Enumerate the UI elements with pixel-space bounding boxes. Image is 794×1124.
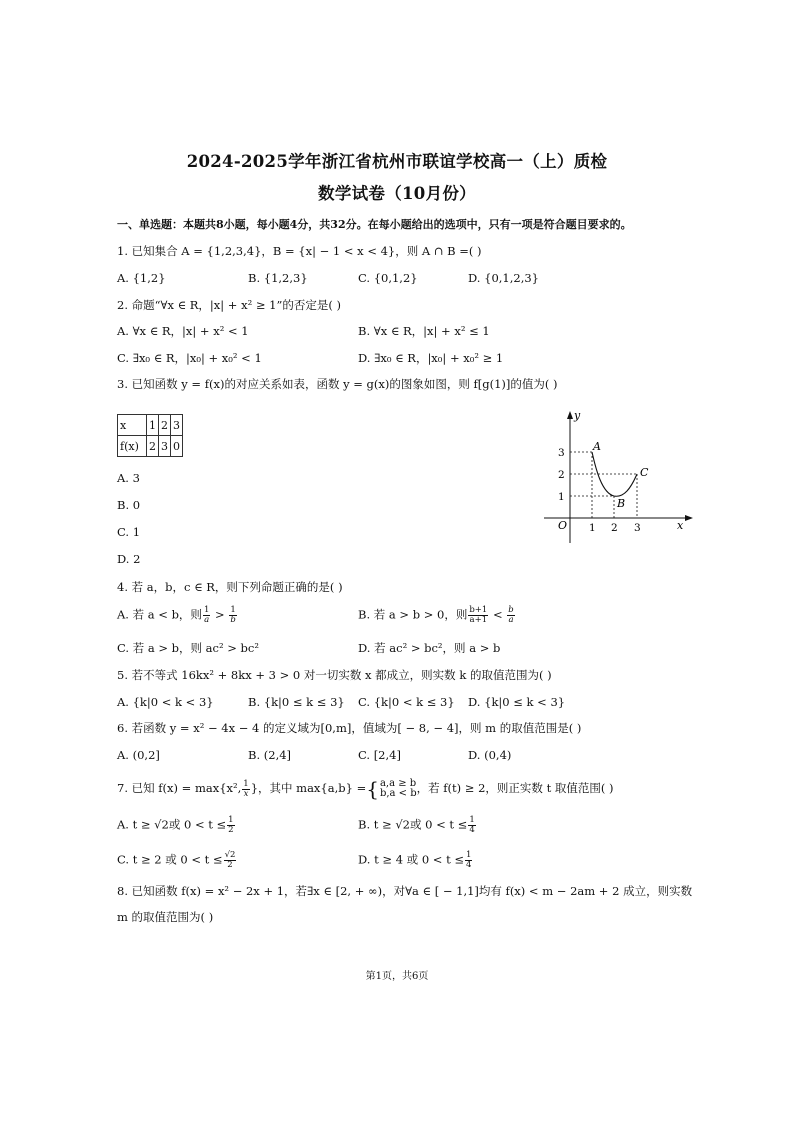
x-tick-label: 1 [589,522,596,534]
table-cell: 2 [147,436,159,457]
point-c-label: C [640,466,649,479]
fraction-denominator: x [243,788,249,799]
fraction [507,606,514,625]
table-cell: x [118,415,147,436]
x-axis-label: x [677,519,684,532]
q3-option-d: D. 2 [117,552,141,566]
origin-label: O [558,519,568,532]
fraction [227,816,234,835]
fraction-denominator: a [204,615,210,625]
y-axis-arrow-icon [567,411,573,419]
piecewise-cases [380,779,417,799]
piecewise-case: b,a < b [379,788,417,799]
q2-option-d: D. ∃x₀ ∈ R，|x₀| + x₀² ≥ 1 [358,351,504,365]
y-tick-label: 2 [558,469,565,481]
fraction [468,606,488,625]
q4-option-b-text: B. 若 a > b > 0，则 [358,607,468,622]
q1-stem: 1. 已知集合 A = {1,2,3,4}，B = {x| − 1 < x < 4}，则 A ∩ B =( ) [117,244,482,258]
q3-option-a: A. 3 [117,471,140,485]
q4-stem: 4. 若 a，b，c ∈ R，则下列命题正确的是( ) [117,580,343,594]
q4-option-b [358,606,516,625]
table-row [118,415,183,436]
q4-option-d: D. 若 ac² > bc²，则 a > b [358,641,501,655]
fraction-numerator: 1 [228,815,234,825]
page-footer: 第1页，共6页 [365,971,429,982]
exam-title-line1: 2024-2025学年浙江省杭州市联谊学校高一（上）质检 [186,152,608,171]
q5-option-d: D. {k|0 ≤ k < 3} [468,695,566,709]
table-cell: 3 [171,415,183,436]
q8-stem-line2: m 的取值范围为( ) [117,910,214,924]
q7-option-c [117,851,237,870]
x-axis-arrow-icon [685,515,693,521]
y-axis-label: y [574,409,581,422]
fraction-denominator: b [230,615,236,625]
table-cell: 1 [147,415,159,436]
fraction-numerator: 1 [469,815,475,825]
fraction-denominator: 4 [469,825,475,835]
q7-stem [117,777,613,799]
table-cell: 2 [159,415,171,436]
guide-lines [570,452,637,518]
exam-title-line2: 数学试卷（10月份） [318,184,476,203]
q2-option-b: B. ∀x ∈ R，|x| + x² ≤ 1 [358,324,490,338]
q7-option-a [117,816,236,835]
q7-option-b [358,816,477,835]
q4-option-a-relation: > [211,607,229,622]
fraction [229,606,236,625]
fraction [242,780,249,799]
table-cell: 0 [171,436,183,457]
fraction-numerator: 1 [243,778,249,789]
q7-stem-text: }，其中 max{a,b} = [250,781,367,795]
fraction [224,851,237,870]
q7-option-b-text: B. t ≥ √2或 0 < t ≤ [358,817,468,832]
fraction-numerator: 1 [203,605,210,615]
q4-option-a [117,606,238,625]
q1-option-d: D. {0,1,2,3} [468,271,539,285]
left-brace-icon: { [366,777,379,801]
fraction-denominator: 4 [466,860,472,870]
q3-function-table [117,414,183,457]
q1-option-b: B. {1,2,3} [248,271,308,285]
table-cell: f(x) [118,436,147,457]
q3-option-b: B. 0 [117,498,141,512]
piecewise-case: a,a ≥ b [379,778,417,789]
table-cell: 3 [159,436,171,457]
q4-option-a-text: A. 若 a < b，则 [117,607,202,622]
q2-stem: 2. 命题“∀x ∈ R，|x| + x² ≥ 1”的否定是( ) [117,298,341,312]
q3-option-c: C. 1 [117,525,141,539]
q7-option-d [358,851,473,870]
q7-option-c-text: C. t ≥ 2 或 0 < t ≤ [117,852,223,867]
fraction-numerator: b+1 [469,605,488,615]
fraction-numerator: b [508,605,514,615]
q7-stem-text: ，若 f(t) ≥ 2，则正实数 t 取值范围( ) [416,781,614,795]
fraction [468,816,475,835]
q4-option-c: C. 若 a > b，则 ac² > bc² [117,641,259,655]
fraction [465,851,472,870]
point-b-label: B [617,497,626,510]
q3-graph [530,405,700,547]
fraction-denominator: a [508,615,514,625]
q6-option-a: A. (0,2] [117,748,160,762]
q7-option-a-text: A. t ≥ √2或 0 < t ≤ [117,817,227,832]
fraction-numerator: √2 [224,850,236,860]
q7-option-d-text: D. t ≥ 4 或 0 < t ≤ [358,852,464,867]
q2-option-c: C. ∃x₀ ∈ R，|x₀| + x₀² < 1 [117,351,262,365]
q6-option-d: D. (0,4) [468,748,512,762]
fraction [203,606,210,625]
x-tick-label: 3 [634,522,641,534]
q6-option-b: B. (2,4] [248,748,292,762]
y-tick-label: 1 [558,491,565,503]
section-heading: 一、单选题：本题共8小题，每小题4分，共32分。在每小题给出的选项中，只有一项是符合题目要求的。 [117,218,632,231]
q2-option-a: A. ∀x ∈ R，|x| + x² < 1 [117,324,249,338]
fraction-denominator: 2 [227,860,233,870]
table-row [118,436,183,457]
q8-stem-line1: 8. 已知函数 f(x) = x² − 2x + 1，若∃x ∈ [2, + ∞)，对∀a ∈ [ − 1,1]均有 f(x) < m − 2am + 2 成立，则实数 [117,884,693,898]
q5-option-b: B. {k|0 ≤ k ≤ 3} [248,695,345,709]
fraction-denominator: 2 [228,825,234,835]
y-tick-label: 3 [558,447,565,459]
q7-stem-text: 7. 已知 f(x) = max{x², [117,781,242,795]
q6-stem: 6. 若函数 y = x² − 4x − 4 的定义域为[0,m]，值域为[ − 8, − 4]，则 m 的取值范围是( ) [117,721,582,735]
q5-option-a: A. {k|0 < k < 3} [117,695,214,709]
q6-option-c: C. [2,4] [358,748,401,762]
q1-option-c: C. {0,1,2} [358,271,418,285]
q3-stem: 3. 已知函数 y = f(x)的对应关系如表，函数 y = g(x)的图象如图，则 f[g(1)]的值为( ) [117,377,558,391]
x-tick-label: 2 [611,522,618,534]
q1-option-a: A. {1,2} [117,271,166,285]
q5-stem: 5. 若不等式 16kx² + 8kx + 3 > 0 对一切实数 x 都成立，则实数 k 的取值范围为( ) [117,668,552,682]
q4-option-b-relation: < [489,607,507,622]
fraction-denominator: a+1 [469,615,488,625]
point-a-label: A [593,440,601,453]
q5-option-c: C. {k|0 < k ≤ 3} [358,695,455,709]
fraction-numerator: 1 [230,605,236,615]
fraction-numerator: 1 [466,850,472,860]
